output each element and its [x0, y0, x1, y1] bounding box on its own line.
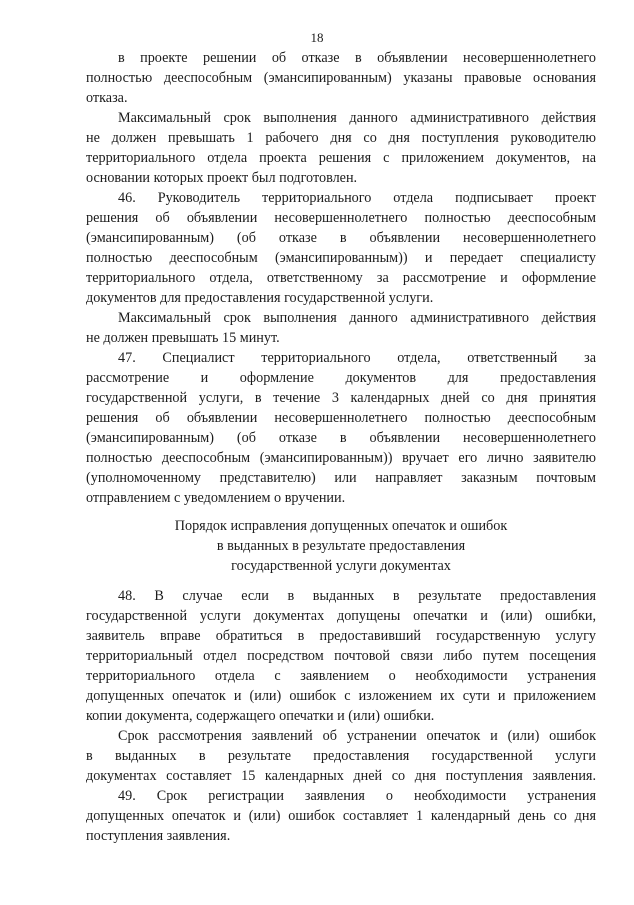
text-line: Максимальный срок выполнения данного административного действия	[118, 110, 596, 126]
text-line: государственной услуги, в течение 3 календарных дней со дня принятия	[86, 390, 596, 406]
text-line: 49. Срок регистрации заявления о необходимости устранения	[118, 788, 596, 804]
text-line: (эмансипированным) (об отказе в объявлении несовершеннолетнего	[86, 230, 596, 246]
text-line: поступления заявления.	[86, 828, 231, 844]
text-line: не должен превышать 1 рабочего дня со дня поступления руководителю	[86, 130, 596, 146]
text-line: (уполномоченному представителю) или направляет заказным почтовым	[86, 470, 596, 486]
text-line: допущенных опечаток и (или) ошибок составляет 1 календарный день со дня	[86, 808, 596, 824]
text-line: государственной услуги документах допущены опечатки и (или) ошибки,	[86, 608, 596, 624]
text-line: 48. В случае если в выданных в результате предоставления	[118, 588, 596, 604]
text-line: в выданных в результате предоставления государственной услуги	[86, 748, 596, 764]
text-line: территориальный отдел посредством почтовой связи либо путем посещения	[86, 648, 596, 664]
text-line: 47. Специалист территориального отдела, ответственный за	[118, 350, 596, 366]
text-line: рассмотрение и оформление документов для предоставления	[86, 370, 596, 386]
section-heading-line: Порядок исправления допущенных опечаток и ошибок	[174, 518, 508, 534]
section-heading-line: государственной услуги документах	[231, 558, 451, 574]
paragraphs-top	[86, 48, 596, 508]
paragraphs-bottom	[86, 586, 596, 846]
text-line: 46. Руководитель территориального отдела подписывает проект	[118, 190, 596, 206]
text-line: территориального отдела, ответственному за рассмотрение и оформление	[86, 270, 596, 286]
text-line: не должен превышать 15 минут.	[86, 330, 280, 346]
text-line: решения об объявлении несовершеннолетнего полностью дееспособным	[86, 210, 596, 226]
text-line: отказа.	[86, 90, 128, 106]
text-line: заявитель вправе обратиться в предоставивший государственную услугу	[86, 628, 596, 644]
section-heading	[86, 516, 596, 576]
text-line: документах составляет 15 календарных дней со дня поступления заявления.	[86, 768, 596, 784]
text-line: полностью дееспособным (эмансипированным)) и передает специалисту	[86, 250, 596, 266]
text-line: решения об объявлении несовершеннолетнего полностью дееспособным	[86, 410, 596, 426]
text-line: документов для предоставления государственной услуги.	[86, 290, 434, 306]
text-line: Срок рассмотрения заявлений об устранении опечаток и (или) ошибок	[118, 728, 596, 744]
text-line: территориального отдела с заявлением о необходимости устранения	[86, 668, 596, 684]
text-line: отправлением с уведомлением о вручении.	[86, 490, 346, 506]
section-heading-line: в выданных в результате предоставления	[216, 538, 466, 554]
text-line: основании которых проект был подготовлен.	[86, 170, 358, 186]
page-number: 18	[310, 30, 324, 45]
text-line: Максимальный срок выполнения данного административного действия	[118, 310, 596, 326]
text-line: полностью дееспособным (эмансипированным) указаны правовые основания	[86, 70, 596, 86]
text-line: допущенных опечаток и (или) ошибок с изложением их сути и приложением	[86, 688, 596, 704]
text-line: в проекте решении об отказе в объявлении несовершеннолетнего	[118, 50, 596, 66]
text-line: полностью дееспособным (эмансипированным)) вручает его лично заявителю	[86, 450, 596, 466]
text-line: копии документа, содержащего опечатки и (или) ошибки.	[86, 708, 435, 724]
text-line: территориального отдела проекта решения с приложением документов, на	[86, 150, 596, 166]
text-line: (эмансипированным) (об отказе в объявлении несовершеннолетнего	[86, 430, 596, 446]
